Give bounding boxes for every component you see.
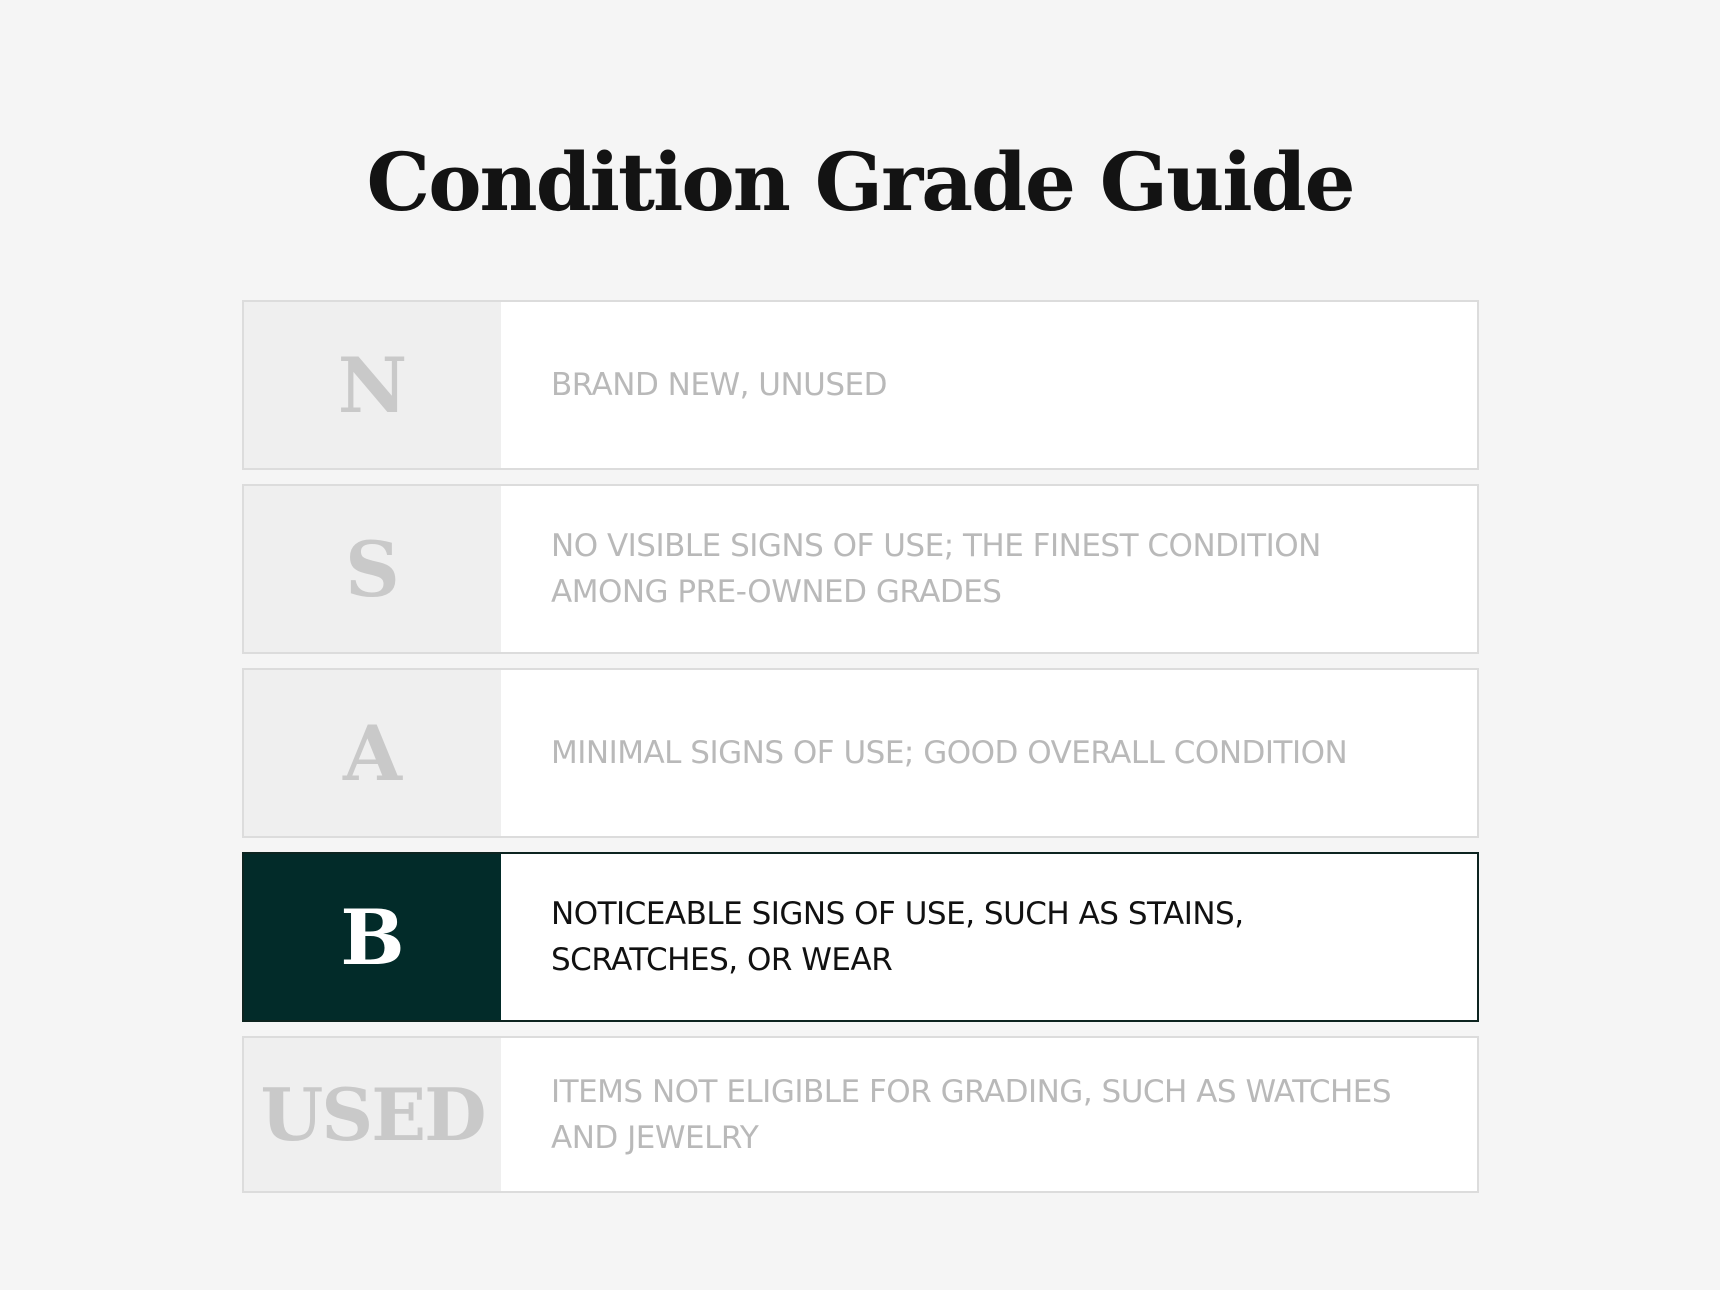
grade-description-text: ITEMS NOT ELIGIBLE FOR GRADING, SUCH AS WATCHES AND JEWELRY [551,1073,1392,1156]
grade-row-b[interactable] [242,852,1479,1022]
grade-code-b: B [244,854,501,1020]
grade-description-text: NOTICEABLE SIGNS OF USE, SUCH AS STAINS, SCRATCHES, OR WEAR [551,896,1244,978]
grade-row-a[interactable] [242,668,1479,838]
grade-description-text: BRAND NEW, UNUSED [551,367,888,403]
grade-description-used [501,1038,1477,1191]
grade-description-text: NO VISIBLE SIGNS OF USE; THE FINEST CONDITION AMONG PRE-OWNED GRADES [551,528,1321,610]
grade-code-s: S [244,486,501,652]
grade-row-s[interactable] [242,484,1479,654]
grade-description-a [501,670,1477,836]
grade-description-b [501,854,1477,1020]
grade-code-used: USED [244,1038,501,1191]
page-title: Condition Grade Guide [366,135,1354,229]
grade-code-n: N [244,302,501,468]
grade-description-text: MINIMAL SIGNS OF USE; GOOD OVERALL CONDITION [551,735,1348,771]
grade-description-n [501,302,1477,468]
grade-row-used[interactable] [242,1036,1479,1193]
grade-code-a: A [244,670,501,836]
grade-row-n[interactable] [242,300,1479,470]
grade-description-s [501,486,1477,652]
grade-list [242,300,1479,1193]
